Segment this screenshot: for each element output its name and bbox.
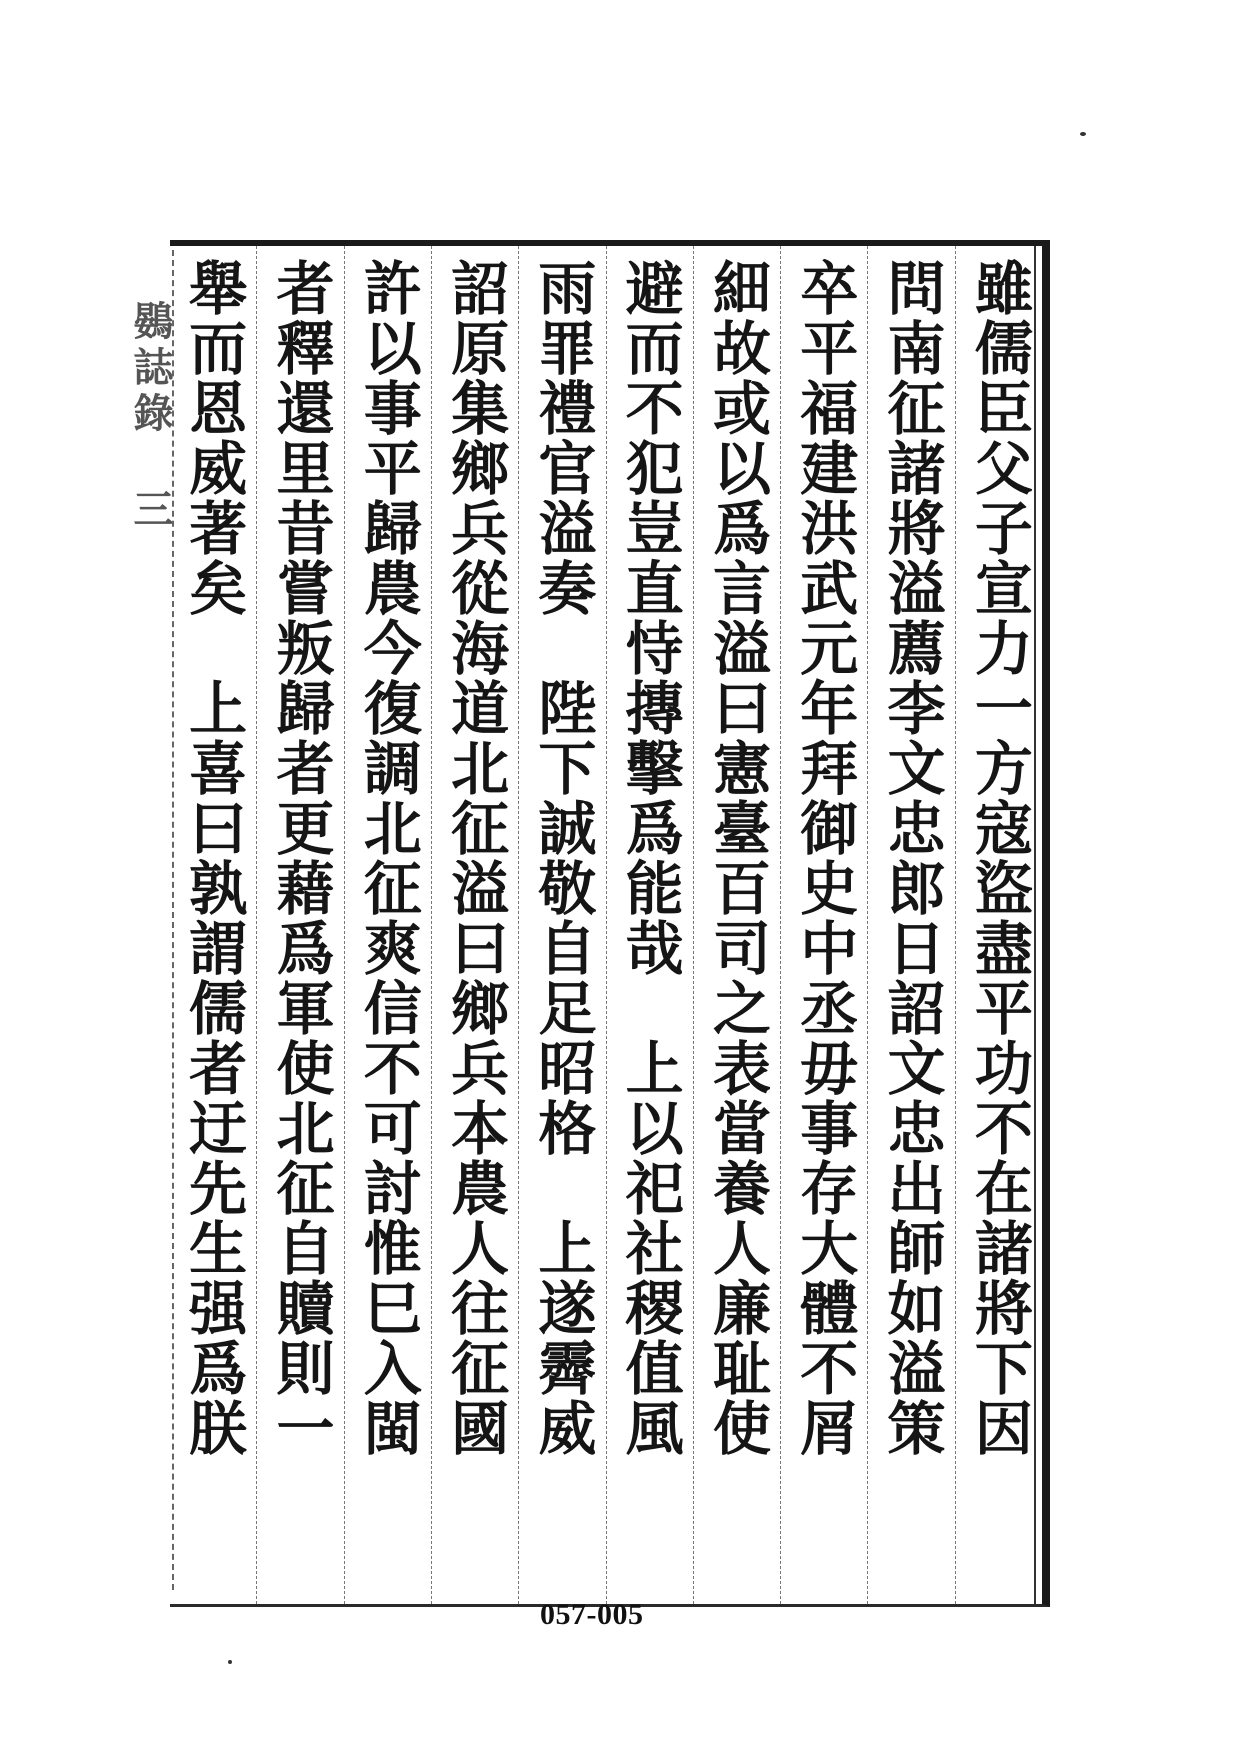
- column-text: 問南征諸將溢薦李文忠郎日詔文忠出師如溢策: [877, 258, 946, 1458]
- text-column-6: [518, 246, 605, 1604]
- text-column-8: [344, 246, 431, 1604]
- text-column-9: [256, 246, 343, 1604]
- scan-speck: [1080, 132, 1086, 136]
- column-text: 細故或以爲言溢曰憲臺百司之表當養人廉耻使: [702, 258, 771, 1458]
- text-column-4: [693, 246, 780, 1604]
- column-text: 詔原集鄉兵從海道北征溢曰鄉兵本農人往征國: [441, 258, 510, 1458]
- fore-edge-book-title: 鷃誌錄: [127, 300, 174, 438]
- text-column-7: [431, 246, 518, 1604]
- text-column-3: [780, 246, 867, 1604]
- column-text: 卒平福建洪武元年拜御史中丞毋事存大體不屑: [790, 258, 859, 1458]
- text-columns: [170, 246, 1042, 1604]
- scan-speck: [228, 1660, 232, 1664]
- text-column-10: [170, 246, 256, 1604]
- page-number: 057-005: [540, 1598, 644, 1631]
- fore-edge-leaf-number: 三: [127, 488, 174, 534]
- column-text: 許以事平歸農今復調北征爽信不可討惟巳入閩: [353, 258, 422, 1458]
- text-frame: [170, 240, 1050, 1607]
- column-text: 舉而恩威著矣 上喜曰孰謂儒者迂先生强爲朕: [179, 258, 248, 1458]
- column-text: 雨罪禮官溢奏 陛下誠敬自足昭格 上遂霽威: [528, 258, 597, 1458]
- column-text: 者釋還里昔嘗叛歸者更藉爲軍使北征自贖則一: [266, 258, 335, 1458]
- fore-edge-title: [127, 300, 174, 534]
- text-column-5: [606, 246, 693, 1604]
- column-text: 雖儒臣父子宣力一方寇盜盡平功不在諸將下因: [964, 258, 1033, 1458]
- text-column-2: [867, 246, 954, 1604]
- text-column-1: [955, 246, 1042, 1604]
- column-text: 避而不犯豈直恃摶擊爲能哉 上以祀社稷值風: [615, 258, 684, 1458]
